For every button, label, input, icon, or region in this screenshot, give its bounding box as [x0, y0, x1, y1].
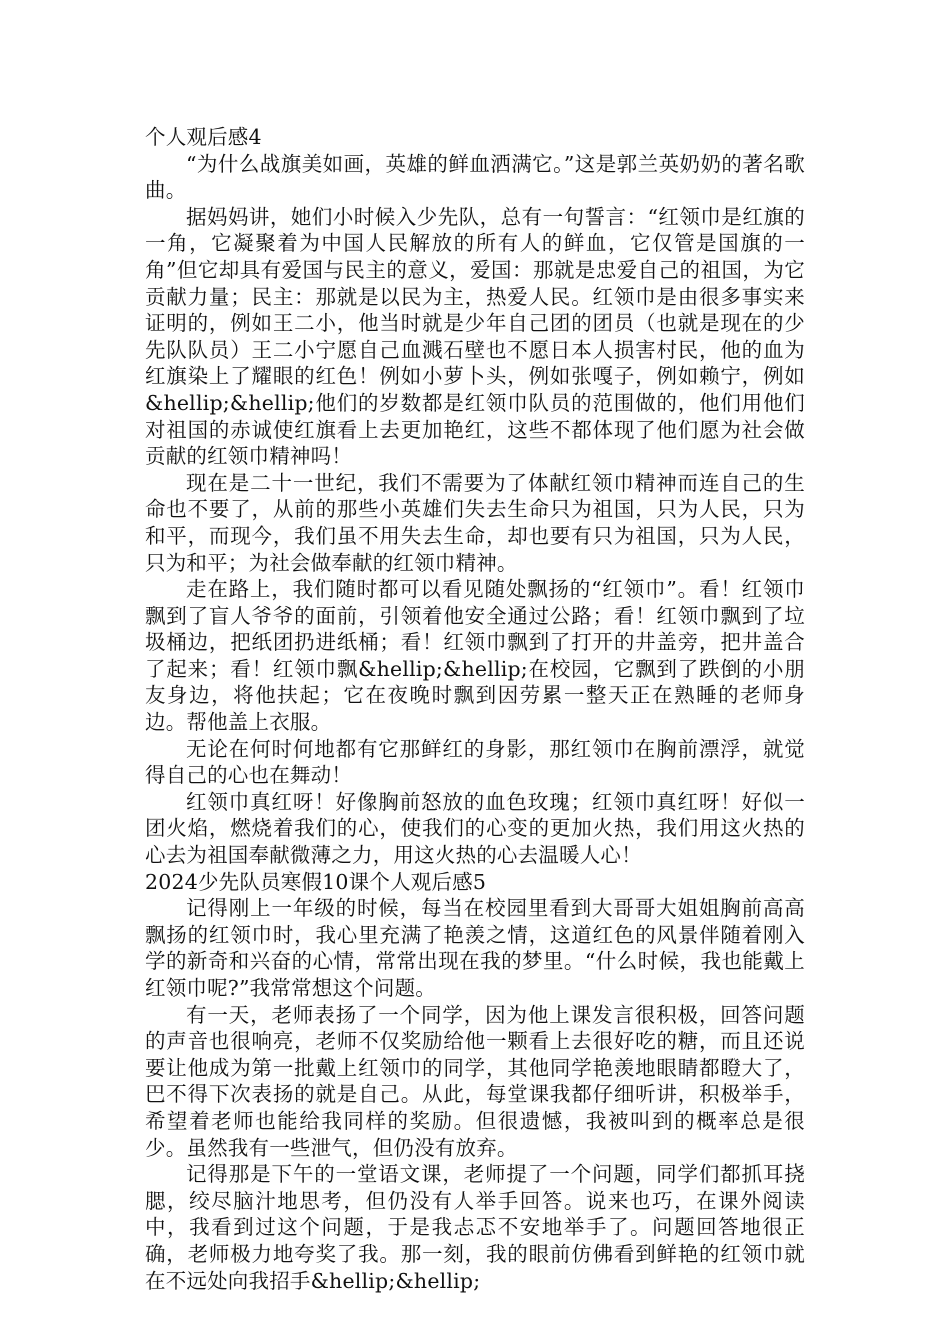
paragraph: 无论在何时何地都有它那鲜红的身影，那红领巾在胸前漂浮，就觉得自己的心也在舞动！: [145, 736, 805, 788]
section-heading: 2024少先队员寒假10课个人观后感5: [145, 869, 487, 894]
section-heading: 个人观后感4: [145, 125, 262, 149]
paragraph: 记得刚上一年级的时候，每当在校园里看到大哥哥大姐姐胸前高高飘扬的红领巾时，我心里充满了艳羡之情，这道红色的风景伴随着刚入学的新奇和兴奋的心情，常常出现在我的梦里。“什么时候，我也能戴上红领巾呢?”我常常想这个问题。: [145, 896, 805, 1000]
paragraph: 红领巾真红呀！好像胸前怒放的血色玫瑰；红领巾真红呀！好似一团火焰，燃烧着我们的心，使我们的心变的更加火热，我们用这火热的心去为祖国奉献微薄之力，用这火热的心去温暖人心！: [145, 789, 805, 868]
paragraph: 有一天，老师表扬了一个同学，因为他上课发言很积极，回答问题的声音也很响亮，老师不仅奖励给他一颗看上去很好吃的糖，而且还说要让他成为第一批戴上红领巾的同学，其他同学艳羡地眼睛都瞪大了，巴不得下次表扬的就是自己。从此，每堂课我都仔细听讲，积极举手，希望着老师也能给我同样的奖励。但很遗憾，我被叫到的概率总是很少。虽然我有一些泄气，但仍没有放弃。: [145, 1002, 805, 1160]
paragraph: 据妈妈讲，她们小时候入少先队，总有一句誓言：“红领巾是红旗的一角，它凝聚着为中国人民解放的所有人的鲜血，它仅管是国旗的一角”但它却具有爱国与民主的意义，爱国：那就是忠爱自己的祖国，为它贡献力量；民主：那就是以民为主，热爱人民。红领巾是由很多事实来证明的，例如王二小，他当时就是少年自己团的团员（也就是现在的少先队队员）王二小宁愿自己血溅石壁也不愿日本人损害村民，他的血为红旗染上了耀眼的红色！例如小萝卜头，例如张嘎子，例如赖宁，例如&hellip;&hellip;他们的岁数都是红领巾队员的范围做的，他们用他们对祖国的赤诚使红旗看上去更加艳红，这些不都体现了他们愿为社会做贡献的红领巾精神吗！: [145, 204, 805, 469]
paragraph: 记得那是下午的一堂语文课，老师提了一个问题，同学们都抓耳挠腮，绞尽脑汁地思考，但仍没有人举手回答。说来也巧，在课外阅读中，我看到过这个问题，于是我忐忑不安地举手了。问题回答地很正确，老师极力地夸奖了我。那一刻，我的眼前仿佛看到鲜艳的红领巾就在不远处向我招手&hellip;&hellip;: [145, 1162, 805, 1293]
document-body: [145, 124, 805, 1294]
paragraph: 走在路上，我们随时都可以看见随处飘扬的“红领巾”。看！红领巾飘到了盲人爷爷的面前，引领着他安全通过公路；看！红领巾飘到了垃圾桶边，把纸团扔进纸桶；看！红领巾飘到了打开的井盖旁，把井盖合了起来；看！红领巾飘&hellip;&hellip;在校园，它飘到了跌倒的小朋友身边，将他扶起；它在夜晚时飘到因劳累一整天正在熟睡的老师身边。帮他盖上衣服。: [145, 577, 805, 735]
paragraph: 现在是二十一世纪，我们不需要为了体献红领巾精神而连自己的生命也不要了，从前的那些小英雄们失去生命只为祖国，只为人民，只为和平，而现今，我们虽不用失去生命，却也要有只为祖国，只为人民，只为和平；为社会做奉献的红领巾精神。: [145, 470, 805, 575]
paragraph: “为什么战旗美如画，英雄的鲜血洒满它。”这是郭兰英奶奶的著名歌曲。: [145, 151, 805, 203]
